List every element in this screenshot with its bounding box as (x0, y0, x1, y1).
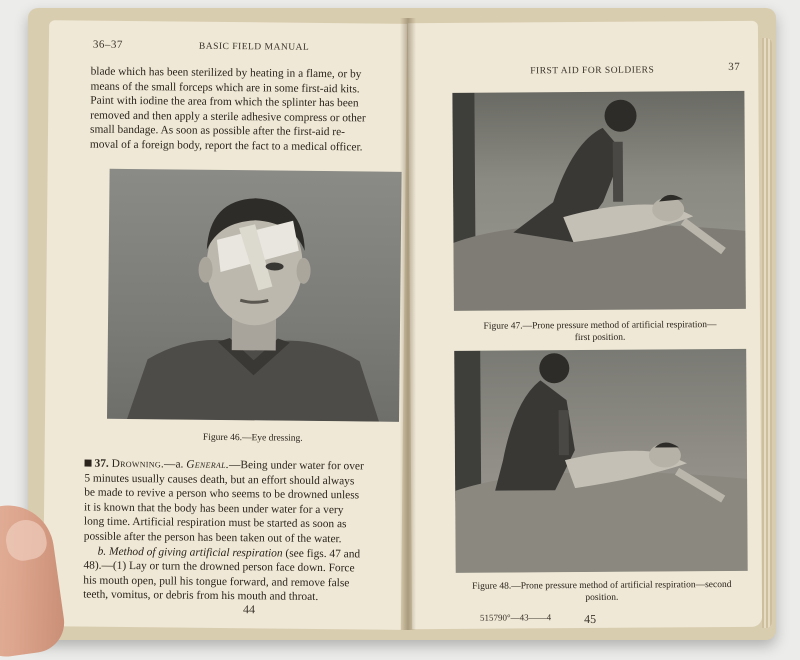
eye-dressing-illustration (107, 169, 402, 422)
figure-46-photo (107, 169, 402, 422)
right-page-number: 45 (584, 611, 597, 627)
sub-a-title: General. (186, 458, 230, 472)
text-line: small bandage. As soon as possible after the first-aid re- (89, 123, 346, 139)
left-top-paragraph (90, 65, 411, 156)
text-line: blade which has been sterilized by heating in a flame, or by (90, 65, 362, 81)
prone-pressure-first-position-illustration (452, 91, 746, 311)
right-running-head-title: FIRST AID FOR SOLDIERS (530, 65, 655, 77)
caption-line: position. (585, 592, 619, 604)
text-line: Paint with iodine the area from which the splinter has been (90, 94, 359, 110)
open-book (28, 8, 776, 640)
sub-b-ref: (see figs. 47 and (285, 547, 361, 560)
sub-b-label: b. (97, 545, 107, 558)
right-running-head-page: 37 (728, 60, 741, 73)
caption-line: Figure 48.—Prone pressure method of artificial respiration—second (472, 579, 732, 592)
text-line: removed and then apply a sterile adhesive compress or other (90, 109, 366, 125)
section-37-drowning (83, 457, 409, 606)
figure-47-photo (452, 91, 746, 311)
left-running-head-pages: 36–37 (92, 38, 123, 51)
figure-47-caption (450, 319, 750, 345)
text-line: —Being under water for over (228, 459, 364, 473)
text-line: 5 minutes usually causes death, but an effort should always (84, 472, 355, 487)
text-line: long time. Artificial respiration must be started as soon as (83, 515, 347, 531)
left-page-number: 44 (242, 602, 256, 617)
figure-46-caption: Figure 46.—Eye dressing. (202, 432, 303, 444)
text-line: teeth, vomitus, or debris from his mouth and throat. (83, 588, 319, 604)
text-line: it is known that the body has been under water for a very (84, 501, 344, 517)
print-code: 515790°—43——4 (480, 612, 552, 623)
left-running-head-title: BASIC FIELD MANUAL (198, 41, 310, 53)
text-line: his mouth open, pull his tongue forward, and remove false (83, 574, 350, 590)
text-line: be made to revive a person who seems to be drowned unless (84, 486, 360, 502)
caption-line: first position. (574, 332, 626, 344)
section-marker-icon (85, 460, 92, 467)
right-page (408, 21, 762, 629)
page-edges (762, 38, 772, 628)
caption-line: Figure 47.—Prone pressure method of artificial respiration— (483, 320, 717, 332)
book-gutter (400, 18, 416, 630)
sub-b-title: Method of giving artificial respiration (108, 545, 283, 560)
section-title: Drowning. (111, 457, 165, 471)
prone-pressure-second-position-illustration (454, 349, 748, 573)
left-page (43, 20, 407, 630)
text-line: moval of a foreign body, report the fact to a medical officer. (89, 138, 363, 154)
text-line: means of the small forceps which are in some first-aid kits. (90, 80, 360, 95)
figure-48-caption (452, 579, 752, 605)
text-line: 48).—(1) Lay or turn the drowned person face down. Force (83, 559, 355, 575)
section-number: 37. (94, 457, 109, 470)
sub-a-label: —a. (164, 458, 184, 471)
text-line: possible after the person has been taken out of the water. (83, 530, 342, 546)
figure-48-photo (454, 349, 748, 573)
